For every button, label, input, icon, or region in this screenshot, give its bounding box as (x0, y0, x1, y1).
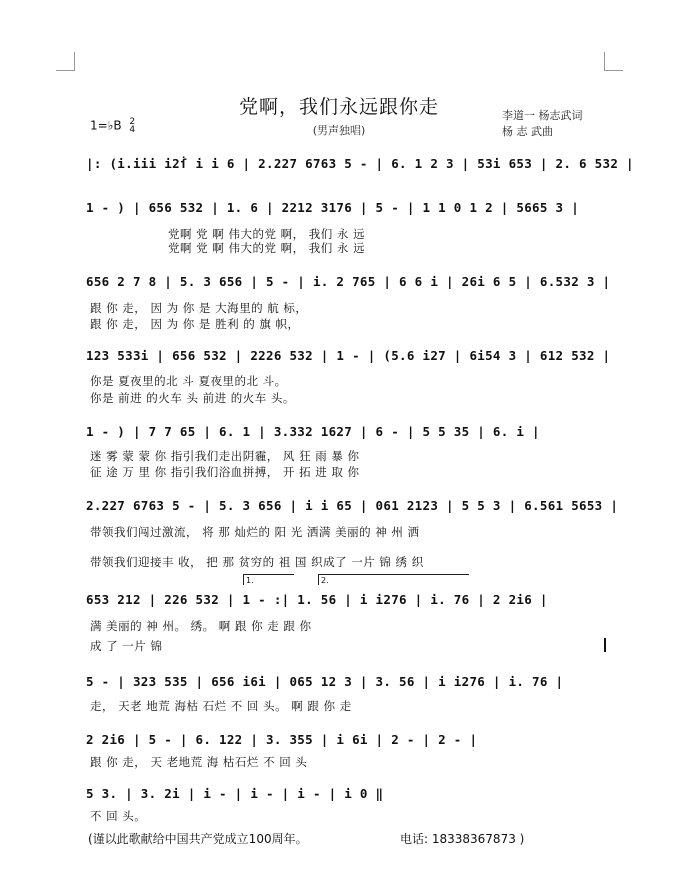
lyric-3b: 跟 你 走， 因 为 你 是 胜利 的 旗 帜， (90, 317, 300, 331)
score-line-7: 653 212 | 226 532 | 1 - :| 1. 56 | i i276 | i. 76 | 2 2i6 | (86, 592, 548, 607)
time-signature-bottom: 4 (129, 125, 136, 135)
score-line-3: 656 2 7 8 | 5. 3 656 | 5 - | i. 2 765 | 6 6 i | 26i 6 5 | 6.532 3 | (86, 274, 611, 289)
contact-phone: 电话: 18338367873 ) (400, 832, 525, 846)
score-line-10: 5 3. | 3. 2i | i - | i - | i - | i 0 ‖ (86, 786, 384, 801)
composer: 杨 志 武曲 (502, 125, 553, 138)
score-line-8: 5 - | 323 535 | 656 i6i | 065 12 3 | 3. 56 | i i276 | i. 76 | (86, 674, 564, 689)
song-title: 党啊，我们永远跟你走 (238, 96, 439, 118)
lyric-7a: 满 美丽的 神 州。 绣。 啊 跟 你 走 跟 你 (90, 619, 312, 633)
second-ending-mark: 2. (318, 574, 469, 585)
lyric-2a: 党啊 党 啊 伟大的党 啊， 我们 永 远 (168, 227, 366, 241)
credits (502, 108, 583, 140)
crop-mark-top-right (604, 52, 623, 71)
lyric-7b: 成 了 一片 锦 (90, 639, 163, 653)
lyric-8a: 走， 天老 地荒 海枯 石烂 不 回 头。 啊 跟 你 走 (90, 699, 352, 713)
lyric-4b: 你是 前进 的火车 头 前进 的火车 头。 (90, 391, 295, 405)
lyric-6b: 带领我们迎接丰 收， 把 那 贫穷的 祖 国 织成了 一片 锦 绣 织 (90, 555, 424, 569)
lyric-6a: 带领我们闯过激流， 将 那 灿烂的 阳 光 洒满 美丽的 神 州 洒 (90, 525, 420, 539)
song-subtitle: (男声独唱) (312, 124, 366, 137)
key-signature: 1=♭B 2 4 (90, 117, 136, 135)
time-signature-top: 2 (129, 117, 136, 127)
first-ending-mark: 1. (243, 574, 294, 585)
crop-mark-top-left (56, 52, 75, 71)
lyric-2b: 党啊 党 啊 伟大的党 啊， 我们 永 远 (168, 241, 366, 255)
lyric-5b: 征 途 万 里 你 指引我们浴血拼搏， 开 拓 进 取 你 (90, 465, 360, 479)
score-line-4: 123 533i | 656 532 | 2226 532 | 1 - | (5.6 i27 | 6i54 3 | 612 532 | (86, 348, 611, 363)
lyric-5a: 迷 雾 蒙 蒙 你 指引我们走出阴霾， 风 狂 雨 暴 你 (90, 449, 360, 463)
dedication-note: (谨以此歌献给中国共产党成立100周年。 (88, 832, 308, 846)
score-line-1: |: (i.iii i2ẛ i i 6 | 2.227 6763 5 - | 6. 1 2 3 | 53i 653 | 2. 6 532 | (86, 156, 634, 171)
score-line-2: 1 - ) | 656 532 | 1. 6 | 2212 3176 | 5 - | 1 1 0 1 2 | 5665 3 | (86, 200, 580, 215)
lyric-9a: 跟 你 走， 天 老地荒 海 枯石烂 不 回 头 (90, 755, 308, 769)
score-line-6: 2.227 6763 5 - | 5. 3 656 | i i 65 | 061 2123 | 5 5 3 | 6.561 5653 | (86, 498, 619, 513)
lyric-4a: 你是 夏夜里的北 斗 夏夜里的北 斗。 (90, 374, 287, 388)
lyricist: 李道一 杨志武词 (502, 109, 583, 122)
score-line-5: 1 - ) | 7 7 65 | 6. 1 | 3.332 1627 | 6 - | 5 5 35 | 6. i | (86, 424, 540, 439)
lyric-10a: 不 回 头。 (90, 809, 147, 823)
margin-mark (604, 638, 606, 652)
lyric-3a: 跟 你 走， 因 为 你 是 大海里的 航 标， (90, 301, 308, 315)
score-line-9: 2 2i6 | 5 - | 6. 122 | 3. 355 | i 6i | 2 - | 2 - | (86, 732, 478, 747)
